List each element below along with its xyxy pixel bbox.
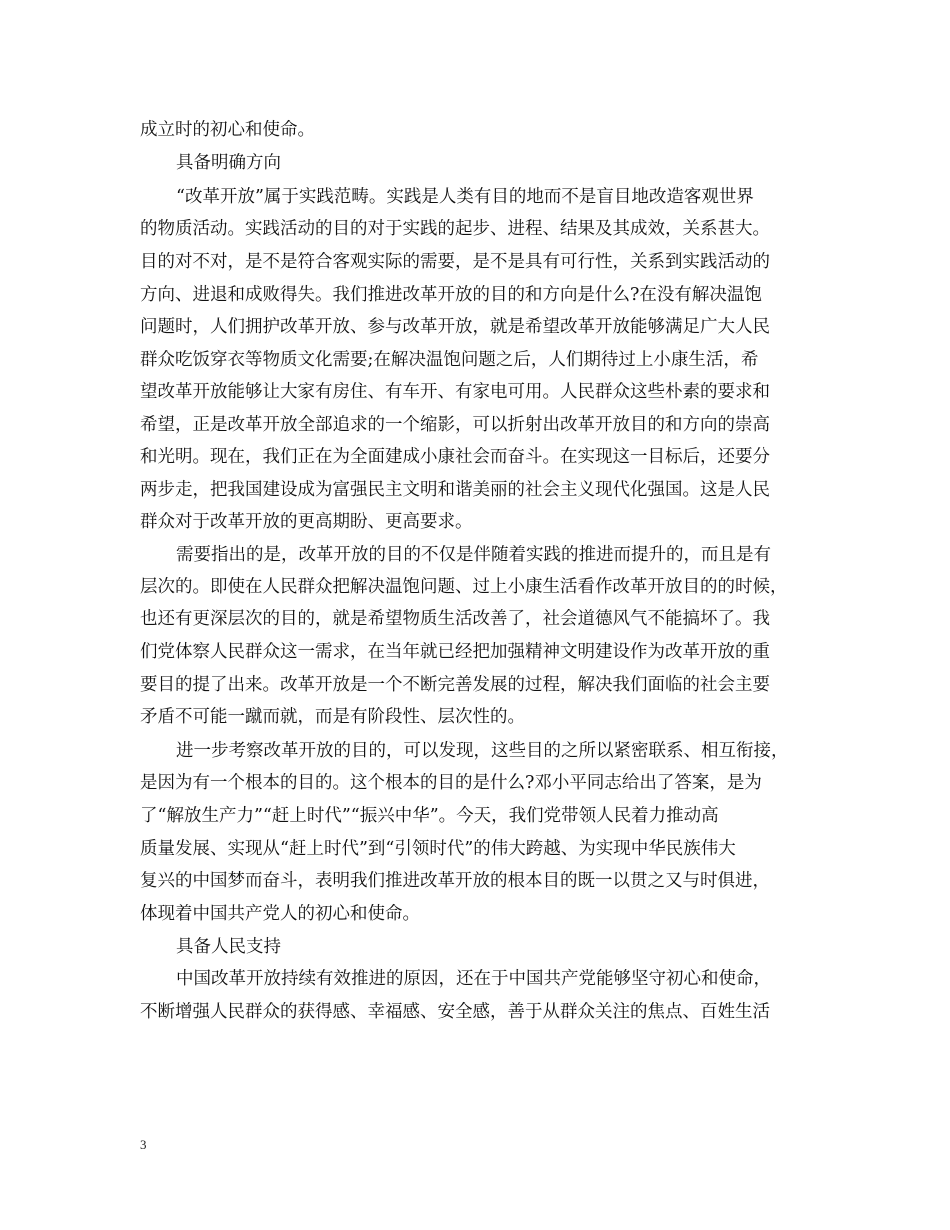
paragraph-line: 的物质活动。实践活动的目的对于实践的起步、进程、结果及其成效，关系甚大。 xyxy=(140,219,770,239)
paragraph-line: 希望，正是改革开放全部追求的一个缩影，可以折射出改革开放目的和方向的崇高 xyxy=(140,415,770,435)
page-number: 3 xyxy=(140,1137,147,1152)
paragraph-line: 们党体察人民群众这一需求，在当年就已经把加强精神文明建设作为改革开放的重 xyxy=(140,642,770,662)
paragraph-line: 方向、进退和成败得失。我们推进改革开放的目的和方向是什么?在没有解决温饱 xyxy=(140,285,762,305)
paragraph-line: 群众对于改革开放的更高期盼、更高要求。 xyxy=(140,512,473,532)
paragraph-line: 进一步考察改革开放的目的，可以发现，这些目的之所以紧密联系、相互衔接， xyxy=(176,741,789,761)
paragraph-line: 望改革开放能够让大家有房住、有车开、有家电可用。人民群众这些朴素的要求和 xyxy=(140,382,770,402)
paragraph-line: 目的对不对，是不是符合客观实际的需要，是不是具有可行性，关系到实践活动的 xyxy=(140,252,770,272)
paragraph-line: 要目的提了出来。改革开放是一个不断完善发展的过程，解决我们面临的社会主要 xyxy=(140,675,770,695)
paragraph-line: 成立时的初心和使命。 xyxy=(140,120,315,140)
paragraph-line: 不断增强人民群众的获得感、幸福感、安全感，善于从群众关注的焦点、百姓生活 xyxy=(140,1002,770,1022)
paragraph-line: “改革开放”属于实践范畴。实践是人类有目的地而不是盲目地改造客观世界 xyxy=(176,187,754,207)
paragraph-line: 群众吃饭穿衣等物质文化需要;在解决温饱问题之后，人们期待过上小康生活，希 xyxy=(140,350,759,370)
paragraph-line: 两步走，把我国建设成为富强民主文明和谐美丽的社会主义现代化强国。这是人民 xyxy=(140,480,770,500)
paragraph-line: 是因为有一个根本的目的。这个根本的目的是什么?邓小平同志给出了答案，是为 xyxy=(140,773,762,793)
paragraph-line: 质量发展、实现从“赶上时代”到“引领时代”的伟大跨越、为实现中华民族伟大 xyxy=(140,839,736,859)
paragraph-line: 需要指出的是，改革开放的目的不仅是伴随着实践的推进而提升的，而且是有 xyxy=(176,545,771,565)
paragraph-line: 问题时，人们拥护改革开放、参与改革开放，就是希望改革开放能够满足广大人民 xyxy=(140,317,770,337)
paragraph-line: 了“解放生产力”“赶上时代”“振兴中华”。今天，我们党带领人民着力推动高 xyxy=(140,806,719,826)
section-heading: 具备明确方向 xyxy=(176,153,281,173)
paragraph-line: 中国改革开放持续有效推进的原因，还在于中国共产党能够坚守初心和使命， xyxy=(176,969,771,989)
section-heading: 具备人民支持 xyxy=(176,937,281,957)
paragraph-line: 和光明。现在，我们正在为全面建成小康社会而奋斗。在实现这一目标后，还要分 xyxy=(140,447,770,467)
paragraph-line: 体现着中国共产党人的初心和使命。 xyxy=(140,904,420,924)
paragraph-line: 矛盾不可能一蹴而就，而是有阶段性、层次性的。 xyxy=(140,707,525,727)
paragraph-line: 层次的。即使在人民群众把解决温饱问题、过上小康生活看作改革开放目的的时候， xyxy=(140,577,788,597)
paragraph-line: 也还有更深层次的目的，就是希望物质生活改善了，社会道德风气不能搞坏了。我 xyxy=(140,609,770,629)
paragraph-line: 复兴的中国梦而奋斗，表明我们推进改革开放的根本目的既一以贯之又与时俱进， xyxy=(140,871,770,891)
